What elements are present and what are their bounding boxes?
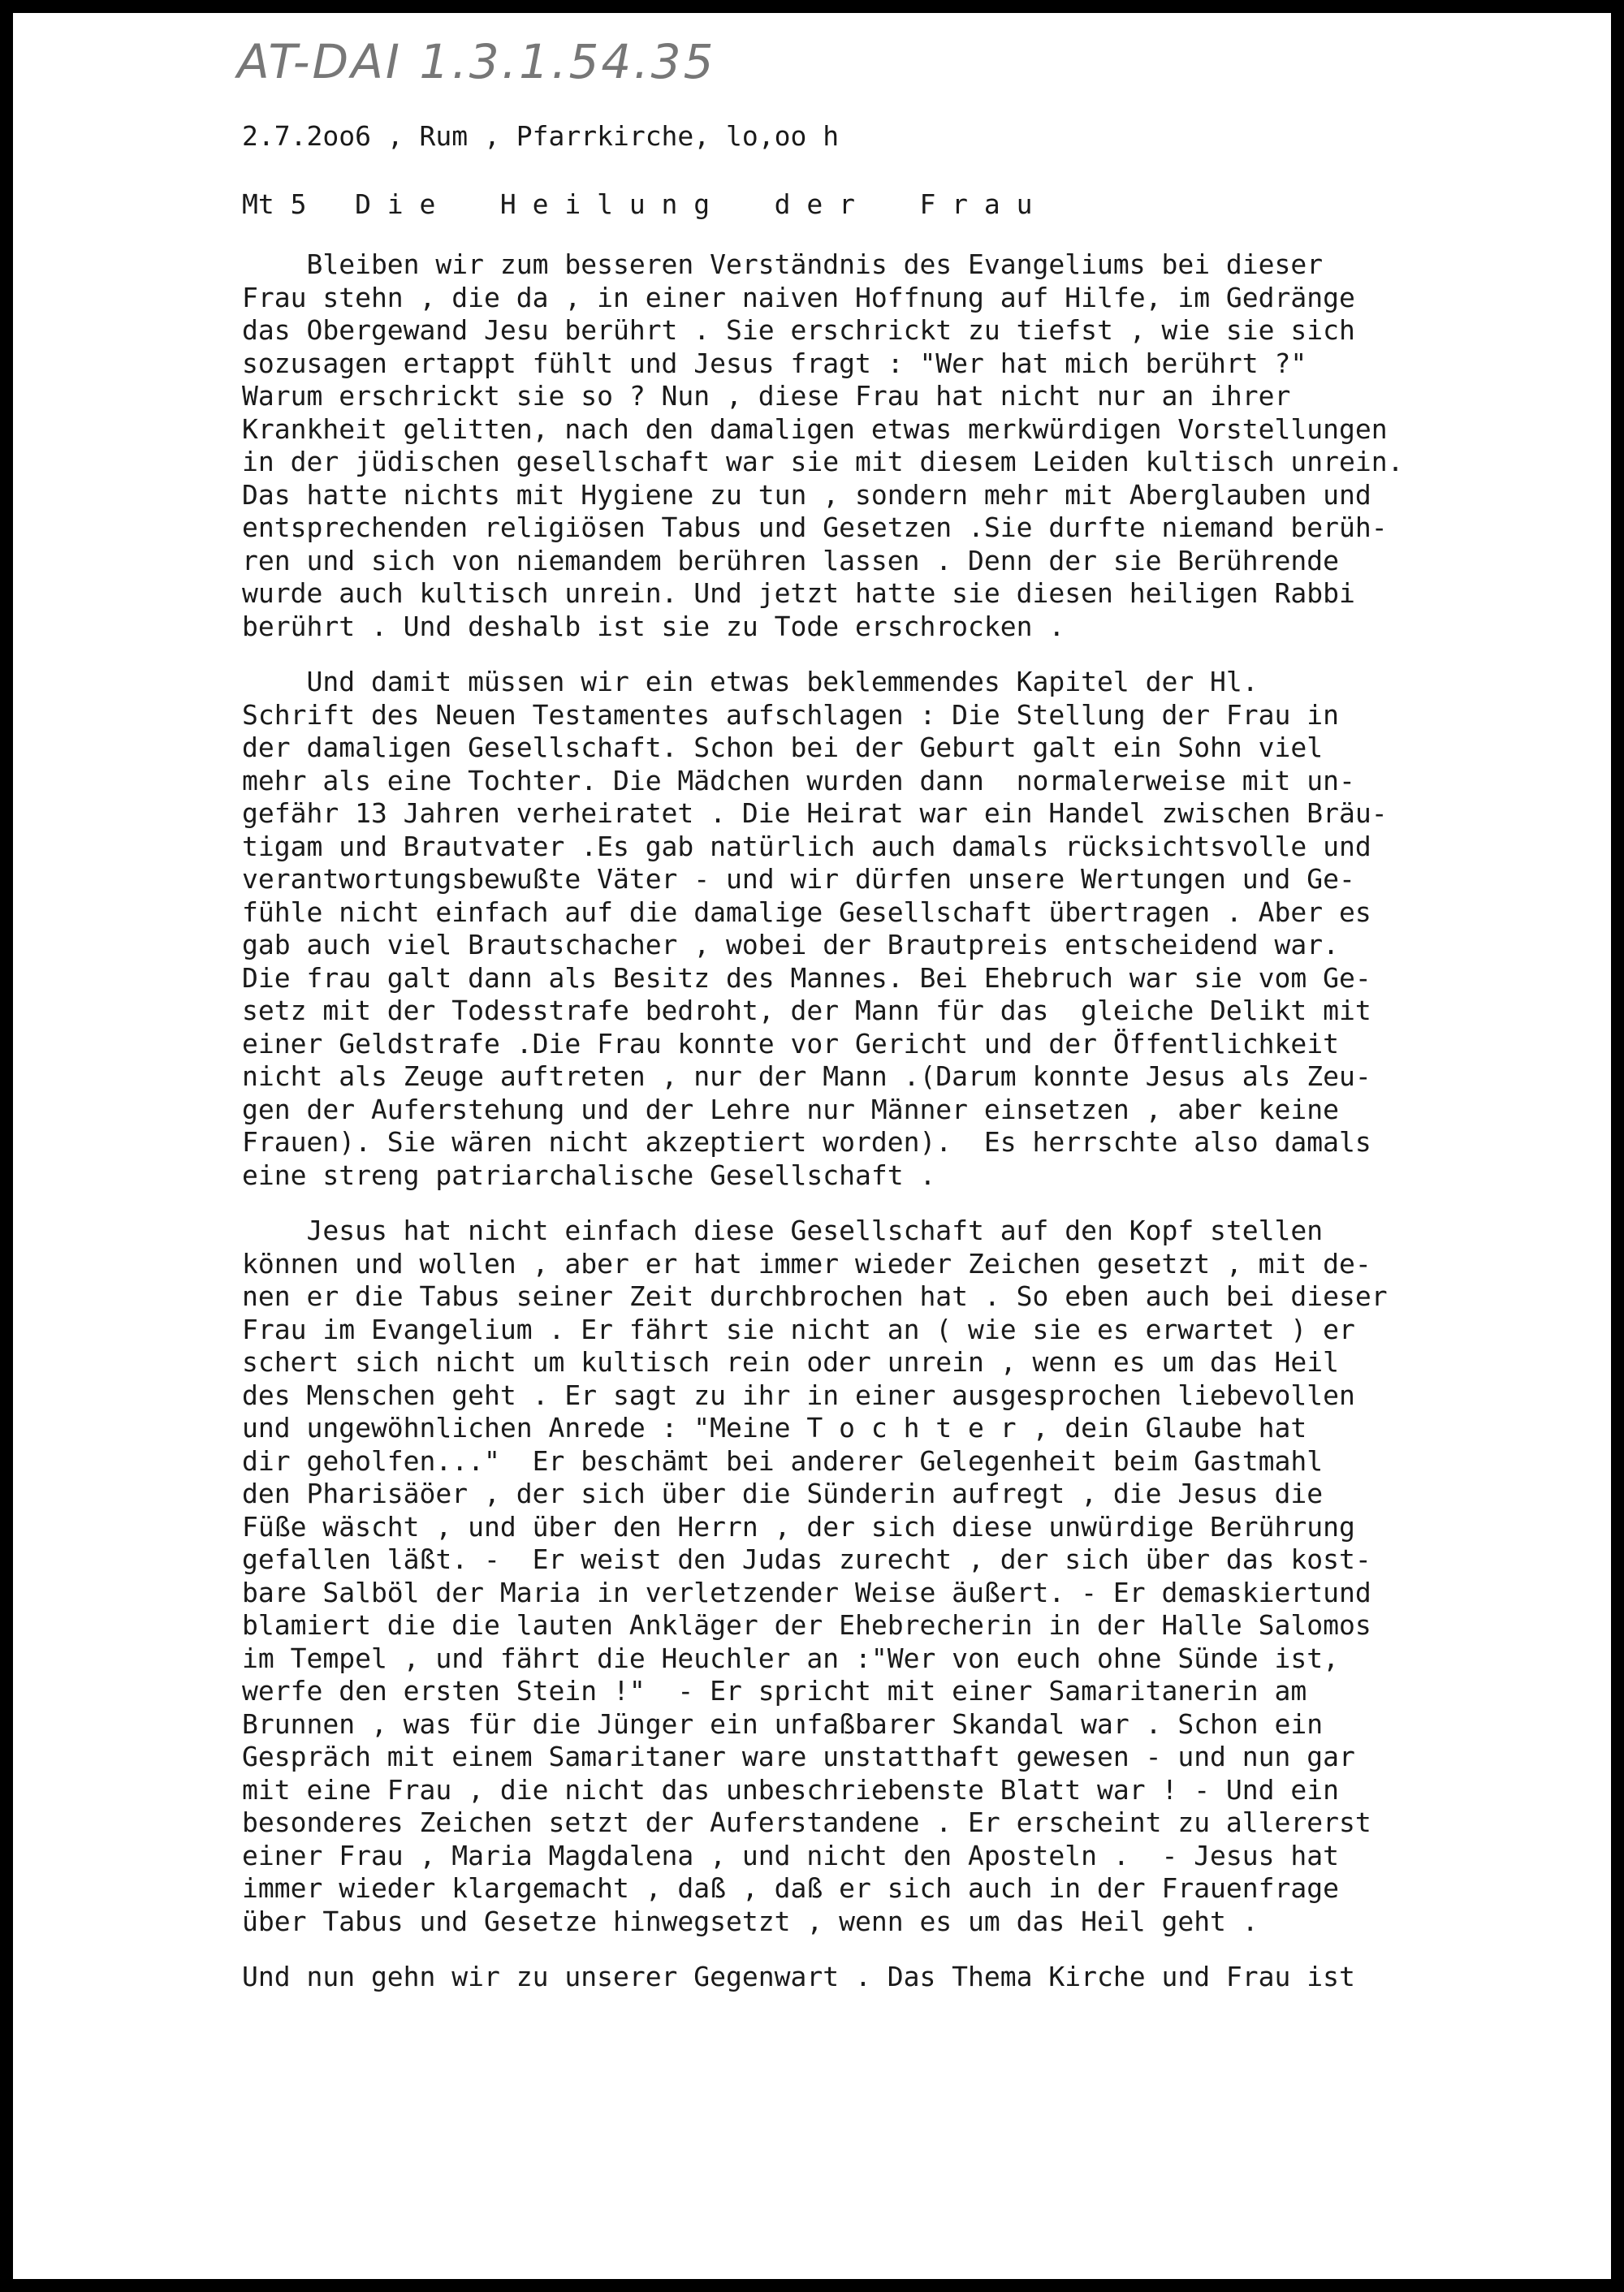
- archive-signature: AT-DAI 1.3.1.54.35: [237, 34, 716, 89]
- text-line: berührt . Und deshalb ist sie zu Tode erschrocken .: [242, 610, 1065, 642]
- sermon-title: Mt 5 D i e H e i l u n g d e r F r a u: [242, 188, 1033, 220]
- text-line: Brunnen , was für die Jünger ein unfaßbarer Skandal war . Schon ein: [242, 1707, 1324, 1740]
- text-line: fühle nicht einfach auf die damalige Gesellschaft übertragen . Aber es: [242, 896, 1371, 928]
- text-line: einer Geldstrafe .Die Frau konnte vor Gericht und der Öffentlichkeit: [242, 1027, 1340, 1060]
- text-line: Schrift des Neuen Testamentes aufschlagen : Die Stellung der Frau in: [242, 698, 1340, 731]
- text-line: Die frau galt dann als Besitz des Mannes. Bei Ehebruch war sie vom Ge-: [242, 961, 1371, 994]
- text-line: Krankheit gelitten, nach den damaligen etwas merkwürdigen Vorstellungen: [242, 412, 1388, 445]
- paragraph: [242, 1961, 1611, 1994]
- text-line: blamiert die die lauten Ankläger der Ehebrecherin in der Halle Salomos: [242, 1609, 1371, 1641]
- text-line: können und wollen , aber er hat immer wieder Zeichen gesetzt , mit de-: [242, 1247, 1371, 1280]
- text-line: Frau stehn , die da , in einer naiven Hoffnung auf Hilfe, im Gedränge: [242, 281, 1355, 313]
- text-line: mehr als eine Tochter. Die Mädchen wurden dann normalerweise mit un-: [242, 764, 1355, 796]
- text-line: verantwortungsbewußte Väter - und wir dürfen unsere Wertungen und Ge-: [242, 863, 1355, 895]
- text-line: des Menschen geht . Er sagt zu ihr in einer ausgesprochen liebevollen: [242, 1379, 1355, 1411]
- text-line: eine streng patriarchalische Gesellschaft .: [242, 1159, 936, 1191]
- text-line: sozusagen ertappt fühlt und Jesus fragt : "Wer hat mich berührt ?": [242, 347, 1307, 379]
- document-page: [13, 13, 1611, 2279]
- text-line: Frauen). Sie wären nicht akzeptiert worden). Es herrschte also damals: [242, 1126, 1371, 1158]
- text-line: Füße wäscht , und über den Herrn , der sich diese unwürdige Berührung: [242, 1510, 1355, 1543]
- text-line: wurde auch kultisch unrein. Und jetzt hatte sie diesen heiligen Rabbi: [242, 577, 1355, 609]
- text-line: im Tempel , und fährt die Heuchler an :"Wer von euch ohne Sünde ist,: [242, 1642, 1340, 1674]
- text-line: der damaligen Gesellschaft. Schon bei der Geburt galt ein Sohn viel: [242, 732, 1324, 763]
- text-line: in der jüdischen gesellschaft war sie mit diesem Leiden kultisch unrein.: [242, 446, 1404, 477]
- text-line: das Obergewand Jesu berührt . Sie erschrickt zu tiefst , wie sie sich: [242, 314, 1355, 346]
- text-line: nen er die Tabus seiner Zeit durchbrochen hat . So eben auch bei dieser: [242, 1280, 1388, 1312]
- text-line: Jesus hat nicht einfach diese Gesellschaft auf den Kopf stellen: [242, 1215, 1324, 1246]
- text-line: Das hatte nichts mit Hygiene zu tun , sondern mehr mit Aberglauben und: [242, 478, 1371, 511]
- text-line: einer Frau , Maria Magdalena , und nicht den Aposteln . - Jesus hat: [242, 1839, 1340, 1871]
- text-line: gen der Auferstehung und der Lehre nur Männer einsetzen , aber keine: [242, 1093, 1340, 1125]
- text-line: gefallen läßt. - Er weist den Judas zurecht , der sich über das kost-: [242, 1543, 1371, 1575]
- text-line: schert sich nicht um kultisch rein oder unrein , wenn es um das Heil: [242, 1346, 1340, 1378]
- paragraph-gap: [242, 1192, 1611, 1215]
- text-line: bare Salböl der Maria in verletzender Weise äußert. - Er demaskiertund: [242, 1576, 1371, 1608]
- text-line: und ungewöhnlichen Anrede : "Meine T o c h t e r , dein Glaube hat: [242, 1412, 1307, 1444]
- text-line: Warum erschrickt sie so ? Nun , diese Frau hat nicht nur an ihrer: [242, 380, 1291, 412]
- text-line: Frau im Evangelium . Er fährt sie nicht an ( wie sie es erwartet ) er: [242, 1313, 1355, 1345]
- paragraph: [242, 1215, 1611, 1938]
- text-line: über Tabus und Gesetze hinwegsetzt , wenn es um das Heil geht .: [242, 1905, 1259, 1937]
- text-line: Gespräch mit einem Samaritaner ware unstatthaft gewesen - und nun gar: [242, 1741, 1355, 1772]
- text-line: entsprechenden religiösen Tabus und Gesetzen .Sie durfte niemand berüh-: [242, 511, 1388, 543]
- text-line: besonderes Zeichen setzt der Auferstandene . Er erscheint zu allererst: [242, 1806, 1371, 1838]
- text-line: Bleiben wir zum besseren Verständnis des Evangeliums bei dieser: [242, 248, 1324, 280]
- sermon-body: [242, 248, 1611, 1994]
- text-line: werfe den ersten Stein !" - Er spricht mit einer Samaritanerin am: [242, 1675, 1307, 1707]
- text-line: mit eine Frau , die nicht das unbeschriebenste Blatt war ! - Und ein: [242, 1773, 1340, 1806]
- text-line: gefähr 13 Jahren verheiratet . Die Heirat war ein Handel zwischen Bräu-: [242, 797, 1388, 829]
- text-line: gab auch viel Brautschacher , wobei der Brautpreis entscheidend war.: [242, 929, 1340, 960]
- text-line: ren und sich von niemandem berühren lassen . Denn der sie Berührende: [242, 544, 1340, 576]
- text-line: nicht als Zeuge auftreten , nur der Mann .(Darum konnte Jesus als Zeu-: [242, 1060, 1371, 1092]
- paragraph: [242, 666, 1611, 1192]
- text-line: Und damit müssen wir ein etwas beklemmendes Kapitel der Hl.: [242, 666, 1259, 697]
- text-line: setz mit der Todesstrafe bedroht, der Mann für das gleiche Delikt mit: [242, 995, 1371, 1026]
- text-line: tigam und Brautvater .Es gab natürlich auch damals rücksichtsvolle und: [242, 830, 1371, 862]
- text-line: den Pharisäöer , der sich über die Sünderin aufregt , die Jesus die: [242, 1478, 1324, 1509]
- paragraph-gap: [242, 643, 1611, 666]
- text-line: immer wieder klargemacht , daß , daß er sich auch in der Frauenfrage: [242, 1872, 1340, 1904]
- text-line: Und nun gehn wir zu unserer Gegenwart . Das Thema Kirche und Frau ist: [242, 1961, 1355, 1992]
- date-place-header: 2.7.2oo6 , Rum , Pfarrkirche, lo,oo h: [242, 120, 840, 152]
- text-line: dir geholfen..." Er beschämt bei anderer Gelegenheit beim Gastmahl: [242, 1444, 1324, 1477]
- paragraph-gap: [242, 1938, 1611, 1961]
- paragraph: [242, 248, 1611, 643]
